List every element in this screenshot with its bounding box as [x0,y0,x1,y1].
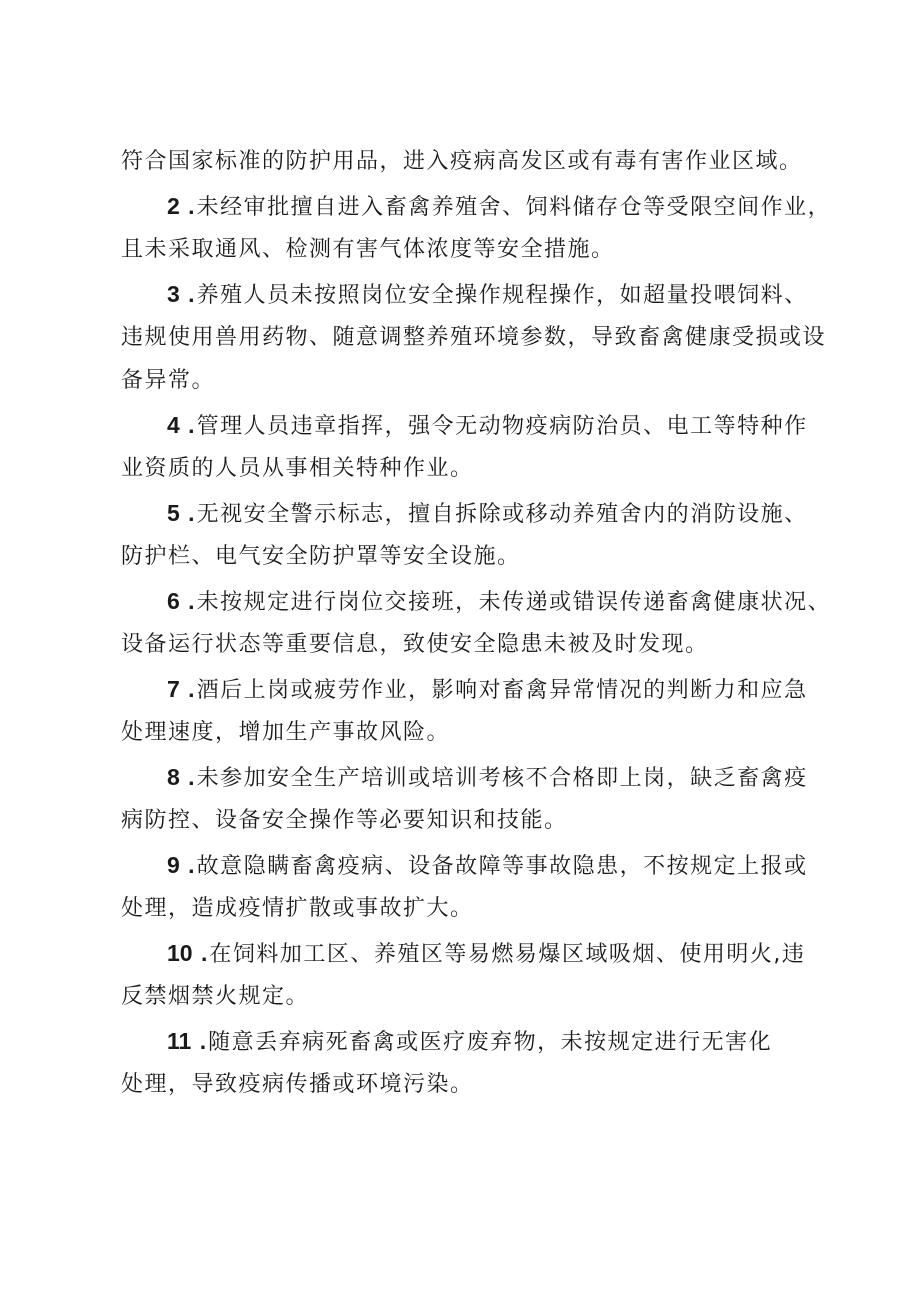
paragraph-line [121,799,821,842]
item-separator: . [181,588,195,614]
item-text: 未经审批擅自进入畜禽养殖舍、饲料储存仓等受限空间作业， [196,195,832,220]
item-separator: . [194,940,208,966]
item-text: 设备运行状态等重要信息，致使安全隐患未被及时发现。 [121,632,709,657]
numbered-item [121,844,821,930]
paragraph-line [121,711,821,754]
item-separator: . [181,676,195,702]
paragraph-line [121,535,821,578]
item-separator: . [181,852,195,878]
item-text: 未按规定进行岗位交接班，未传递或错误传递畜禽健康状况、 [196,590,832,615]
item-text: 反禁烟禁火规定。 [121,984,310,1009]
item-text: 酒后上岗或疲劳作业，影响对畜禽异常情况的判断力和应急 [196,678,808,703]
item-number: 3 [167,281,180,307]
item-separator: . [181,412,195,438]
item-separator: . [181,193,195,219]
paragraph-line [121,185,832,228]
item-number: 8 [167,764,180,790]
item-text: 业资质的人员从事相关特种作业。 [121,456,474,481]
item-number: 4 [167,412,180,438]
item-text: 且未采取通风、检测有害气体浓度等安全措施。 [121,237,615,262]
paragraph-line [121,932,821,975]
item-text: 病防控、设备安全操作等必要知识和技能。 [121,808,568,833]
item-text: 未参加安全生产培训或培训考核不合格即上岗，缺乏畜禽疫 [196,766,808,791]
numbered-item [121,580,832,666]
paragraph-line [121,492,821,535]
item-number: 11 [167,1028,192,1054]
numbered-item [121,756,821,842]
numbered-item [121,1020,821,1106]
item-separator: . [181,281,195,307]
item-number: 10 [167,940,193,966]
item-text: 养殖人员未按照岗位安全操作规程操作，如超量投喂饲料、 [196,283,808,308]
paragraph-line [121,1063,821,1106]
paragraph-line: 符合国家标准的防护用品，进入疫病高发区或有毒有害作业区域。 [121,149,803,174]
item-text: 处理速度，增加生产事故风险。 [121,720,451,745]
item-text: 处理，导致疫病传播或环境污染。 [121,1072,474,1097]
item-number: 6 [167,588,180,614]
item-text: 防护栏、电气安全防护罩等安全设施。 [121,544,521,569]
paragraph-line [121,844,821,887]
item-text: 管理人员违章指挥，强令无动物疫病防治员、电工等特种作 [196,414,808,439]
document-body [121,140,832,1106]
item-number: 9 [167,852,180,878]
item-text: 处理，造成疫情扩散或事故扩大。 [121,896,474,921]
paragraph-line [121,404,821,447]
item-text: 备异常。 [121,368,216,393]
paragraph-line [121,1020,821,1063]
item-text: 无视安全警示标志，擅自拆除或移动养殖舍内的消防设施、 [196,502,808,527]
numbered-item [121,404,821,490]
item-number: 5 [167,500,180,526]
paragraph-line [121,623,821,666]
numbered-item [121,492,821,578]
item-text: 随意丢弃病死畜禽或医疗废弃物，未按规定进行无害化 [208,1030,773,1055]
paragraph-line [121,228,821,271]
numbered-item [121,273,827,402]
item-text: 违规使用兽用药物、随意调整养殖环境参数，导致畜禽健康受损或设 [121,325,827,350]
paragraph-line [121,273,821,316]
item-separator: . [181,764,195,790]
item-text: 在饲料加工区、养殖区等易燃易爆区域吸烟、使用明火,违 [209,942,806,967]
item-separator: . [181,500,195,526]
paragraph-line [121,316,827,359]
paragraph-line [121,756,821,799]
item-number: 2 [167,193,180,219]
item-separator: . [193,1028,207,1054]
paragraph-line [121,887,821,930]
numbered-item [121,668,821,754]
paragraph-line [121,975,821,1018]
paragraph-line [121,359,821,402]
item-text: 故意隐瞒畜禽疫病、设备故障等事故隐患，不按规定上报或 [196,854,808,879]
numbered-item [121,185,832,271]
continuation-paragraph [121,140,821,183]
item-number: 7 [167,676,180,702]
numbered-item [121,932,821,1018]
paragraph-line [121,580,832,623]
paragraph-line [121,447,821,490]
paragraph-line [121,668,821,711]
